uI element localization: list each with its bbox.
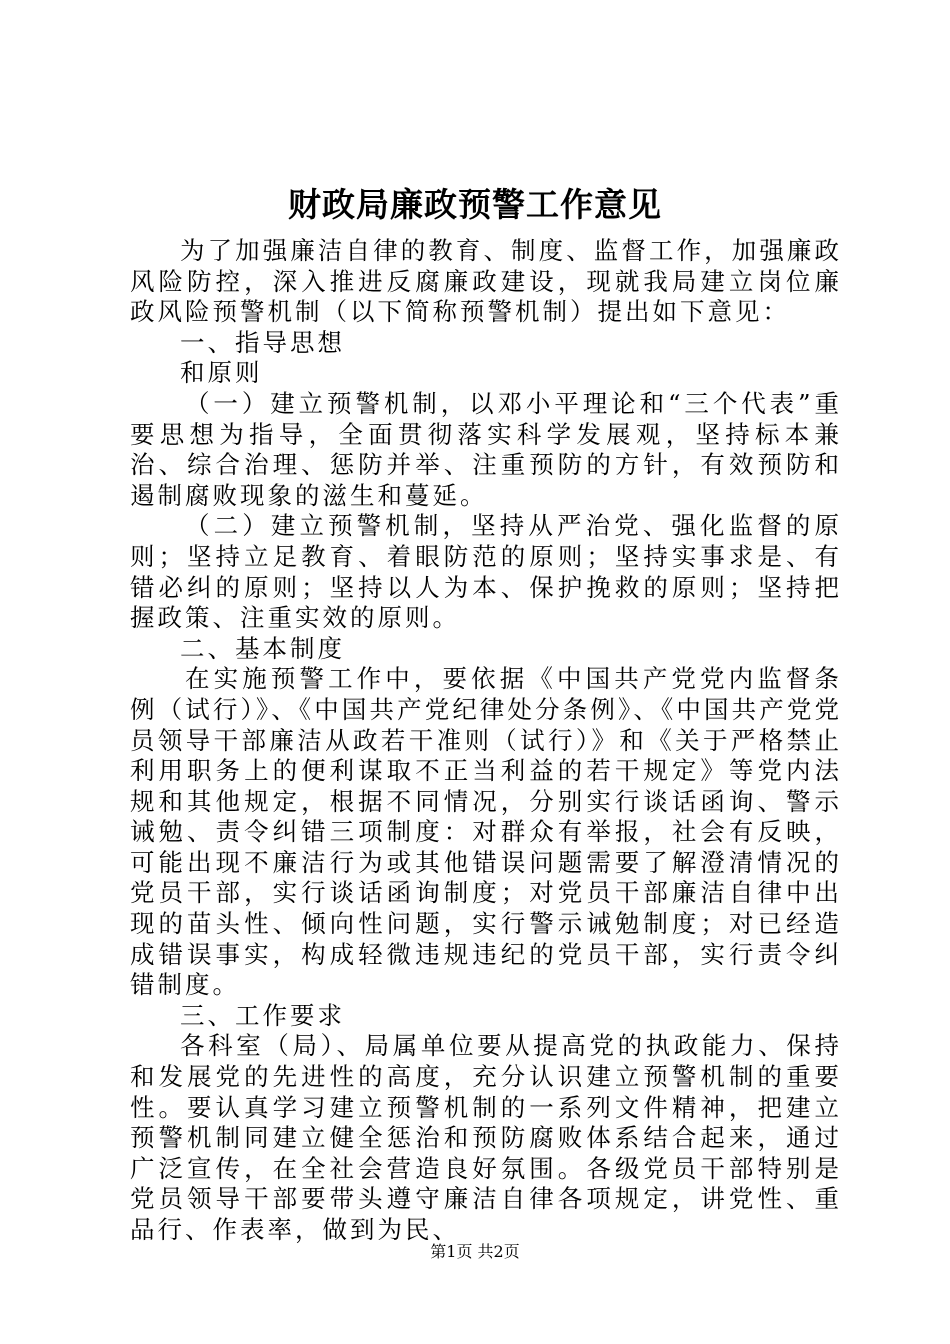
- section1-paragraph-2: （二）建立预警机制，坚持从严治党、强化监督的原则；坚持立足教育、着眼防范的原则；坚持实事求是、有错必纠的原则；坚持以人为本、保护挽救的原则；坚持把握政策、注重实效的原则。: [130, 511, 842, 633]
- intro-paragraph: 为了加强廉洁自律的教育、制度、监督工作，加强廉政风险防控，深入推进反腐廉政建设，现就我局建立岗位廉政风险预警机制（以下简称预警机制）提出如下意见：: [130, 236, 842, 327]
- section1-heading: 一、指导思想: [180, 327, 345, 357]
- document-body: [130, 236, 842, 1246]
- section3-paragraph: 各科室（局）、局属单位要从提高党的执政能力、保持和发展党的先进性的高度，充分认识建立预警机制的重要性。要认真学习建立预警机制的一系列文件精神，把建立预警机制同建立健全惩治和预防腐败体系结合起来，通过广泛宣传，在全社会营造良好氛围。各级党员干部特别是党员领导干部要带头遵守廉洁自律各项规定，讲党性、重品行、作表率，做到为民、: [130, 1031, 842, 1244]
- document-title: 财政局廉政预警工作意见: [288, 185, 662, 224]
- section1-paragraph-1: （一）建立预警机制，以邓小平理论和“三个代表”重要思想为指导，全面贯彻落实科学发展观，坚持标本兼治、综合治理、惩防并举、注重预防的方针，有效预防和遏制腐败现象的滋生和蔓延。: [130, 388, 842, 510]
- section2-paragraph: 在实施预警工作中，要依据《中国共产党党内监督条例（试行）》、《中国共产党纪律处分条例》、《中国共产党党员领导干部廉洁从政若干准则（试行）》和《关于严格禁止利用职务上的便利谋取不正当利益的若干规定》等党内法规和其他规定，根据不同情况，分别实行谈话函询、警示诫勉、责令纠错三项制度：对群众有举报，社会有反映，可能出现不廉洁行为或其他错误问题需要了解澄清情况的党员干部，实行谈话函询制度；对党员干部廉洁自律中出现的苗头性、倾向性问题，实行警示诫勉制度；对已经造成错误事实，构成轻微违规违纪的党员干部，实行责令纠错制度。: [130, 664, 842, 1000]
- section1-heading-continued: 和原则: [180, 358, 263, 388]
- section2-heading: 二、基本制度: [180, 633, 345, 663]
- page-number-footer: 第1页 共2页: [430, 1242, 520, 1261]
- section3-heading: 三、工作要求: [180, 1000, 345, 1030]
